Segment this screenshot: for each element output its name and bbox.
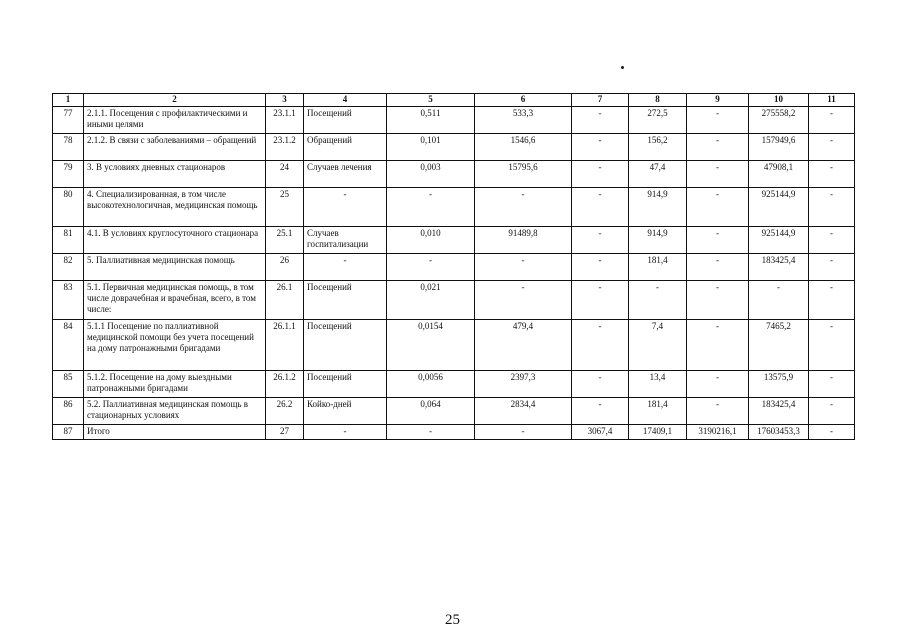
unit-cell: Посещений	[304, 320, 387, 371]
header-cell: 4	[304, 94, 387, 107]
code-cell: 23.1.1	[266, 107, 304, 134]
value-cell: 47908,1	[749, 161, 809, 188]
value-cell: 181,4	[629, 254, 687, 281]
value-cell: 0,0056	[387, 371, 475, 398]
row-number-cell: 83	[53, 281, 84, 320]
description-cell: 5.2. Паллиативная медицинская помощь в стационарных условиях	[84, 398, 266, 425]
value-cell: 533,3	[475, 107, 572, 134]
value-cell: -	[572, 398, 629, 425]
table-row	[53, 188, 855, 227]
unit-cell: Посещений	[304, 371, 387, 398]
value-cell: -	[809, 320, 855, 371]
row-number-cell: 77	[53, 107, 84, 134]
value-cell: -	[809, 371, 855, 398]
value-cell: 183425,4	[749, 254, 809, 281]
financing-table	[52, 93, 855, 440]
value-cell: -	[387, 425, 475, 440]
value-cell: 479,4	[475, 320, 572, 371]
value-cell: -	[387, 254, 475, 281]
value-cell: 183425,4	[749, 398, 809, 425]
table-row	[53, 254, 855, 281]
value-cell: -	[809, 227, 855, 254]
code-cell: 27	[266, 425, 304, 440]
value-cell: -	[572, 281, 629, 320]
value-cell: -	[687, 134, 749, 161]
code-cell: 26	[266, 254, 304, 281]
table-row	[53, 227, 855, 254]
value-cell: -	[687, 227, 749, 254]
value-cell: -	[809, 134, 855, 161]
unit-cell: Койко-дней	[304, 398, 387, 425]
row-number-cell: 80	[53, 188, 84, 227]
row-number-cell: 87	[53, 425, 84, 440]
value-cell: -	[809, 254, 855, 281]
table-row	[53, 134, 855, 161]
row-number-cell: 79	[53, 161, 84, 188]
code-cell: 23.1.2	[266, 134, 304, 161]
value-cell: 0,064	[387, 398, 475, 425]
value-cell: 3190216,1	[687, 425, 749, 440]
row-number-cell: 84	[53, 320, 84, 371]
value-cell: 2834,4	[475, 398, 572, 425]
value-cell: 1546,6	[475, 134, 572, 161]
value-cell: -	[572, 134, 629, 161]
table-row	[53, 398, 855, 425]
unit-cell: Посещений	[304, 107, 387, 134]
value-cell: 17409,1	[629, 425, 687, 440]
unit-cell: Случаев лечения	[304, 161, 387, 188]
value-cell: 925144,9	[749, 188, 809, 227]
description-cell: 4.1. В условиях круглосуточного стационара	[84, 227, 266, 254]
value-cell: -	[809, 161, 855, 188]
row-number-cell: 85	[53, 371, 84, 398]
description-cell: 3. В условиях дневных стационаров	[84, 161, 266, 188]
value-cell: 925144,9	[749, 227, 809, 254]
value-cell: -	[572, 188, 629, 227]
code-cell: 26.2	[266, 398, 304, 425]
value-cell: -	[572, 320, 629, 371]
header-cell: 8	[629, 94, 687, 107]
value-cell: 7,4	[629, 320, 687, 371]
description-cell: 2.1.1. Посещения с профилактическими и иными целями	[84, 107, 266, 134]
code-cell: 26.1.1	[266, 320, 304, 371]
value-cell: -	[572, 161, 629, 188]
table-row	[53, 107, 855, 134]
value-cell: 13,4	[629, 371, 687, 398]
value-cell: 0,0154	[387, 320, 475, 371]
value-cell: 181,4	[629, 398, 687, 425]
value-cell: 0,021	[387, 281, 475, 320]
code-cell: 26.1	[266, 281, 304, 320]
value-cell: -	[475, 188, 572, 227]
value-cell: 0,101	[387, 134, 475, 161]
description-cell: 5.1. Первичная медицинская помощь, в том числе доврачебная и врачебная, всего, в том числе:	[84, 281, 266, 320]
value-cell: 156,2	[629, 134, 687, 161]
value-cell: -	[687, 254, 749, 281]
unit-cell: Случаев госпитализации	[304, 227, 387, 254]
value-cell: 0,511	[387, 107, 475, 134]
table-row	[53, 371, 855, 398]
value-cell: 15795,6	[475, 161, 572, 188]
header-cell: 1	[53, 94, 84, 107]
header-cell: 9	[687, 94, 749, 107]
header-cell: 3	[266, 94, 304, 107]
value-cell: 2397,3	[475, 371, 572, 398]
header-row	[53, 94, 855, 107]
stray-dot-mark	[621, 66, 624, 69]
value-cell: -	[475, 281, 572, 320]
header-cell: 2	[84, 94, 266, 107]
row-number-cell: 81	[53, 227, 84, 254]
value-cell: 275558,2	[749, 107, 809, 134]
header-cell: 5	[387, 94, 475, 107]
value-cell: -	[687, 398, 749, 425]
value-cell: 914,9	[629, 227, 687, 254]
value-cell: -	[387, 188, 475, 227]
description-cell: 5. Паллиативная медицинская помощь	[84, 254, 266, 281]
value-cell: -	[809, 425, 855, 440]
value-cell: -	[809, 281, 855, 320]
table-row	[53, 161, 855, 188]
description-cell: Итого	[84, 425, 266, 440]
value-cell: 914,9	[629, 188, 687, 227]
value-cell: -	[475, 425, 572, 440]
code-cell: 24	[266, 161, 304, 188]
value-cell: -	[572, 254, 629, 281]
value-cell: -	[687, 161, 749, 188]
description-cell: 4. Специализированная, в том числе высокотехнологичная, медицинская помощь	[84, 188, 266, 227]
header-cell: 11	[809, 94, 855, 107]
value-cell: -	[687, 371, 749, 398]
value-cell: -	[572, 371, 629, 398]
row-number-cell: 78	[53, 134, 84, 161]
description-cell: 5.1.2. Посещение на дому выездными патронажными бригадами	[84, 371, 266, 398]
value-cell: -	[749, 281, 809, 320]
row-number-cell: 82	[53, 254, 84, 281]
value-cell: 17603453,3	[749, 425, 809, 440]
unit-cell: Посещений	[304, 281, 387, 320]
code-cell: 26.1.2	[266, 371, 304, 398]
value-cell: 13575,9	[749, 371, 809, 398]
unit-cell: -	[304, 254, 387, 281]
value-cell: -	[809, 107, 855, 134]
total-row	[53, 425, 855, 440]
value-cell: -	[687, 107, 749, 134]
header-cell: 7	[572, 94, 629, 107]
value-cell: -	[687, 188, 749, 227]
value-cell: -	[572, 227, 629, 254]
code-cell: 25	[266, 188, 304, 227]
value-cell: 157949,6	[749, 134, 809, 161]
code-cell: 25.1	[266, 227, 304, 254]
page-number: 25	[445, 612, 460, 628]
table-row	[53, 320, 855, 371]
table-row	[53, 281, 855, 320]
value-cell: 47,4	[629, 161, 687, 188]
value-cell: -	[809, 188, 855, 227]
unit-cell: -	[304, 188, 387, 227]
unit-cell: -	[304, 425, 387, 440]
value-cell: 7465,2	[749, 320, 809, 371]
header-cell: 6	[475, 94, 572, 107]
description-cell: 5.1.1 Посещение по паллиативной медицинской помощи без учета посещений на дому патронажными бригадами	[84, 320, 266, 371]
value-cell: 3067,4	[572, 425, 629, 440]
row-number-cell: 86	[53, 398, 84, 425]
value-cell: -	[629, 281, 687, 320]
header-cell: 10	[749, 94, 809, 107]
value-cell: -	[687, 320, 749, 371]
value-cell: 0,010	[387, 227, 475, 254]
value-cell: -	[687, 281, 749, 320]
value-cell: -	[475, 254, 572, 281]
unit-cell: Обращений	[304, 134, 387, 161]
value-cell: -	[809, 398, 855, 425]
description-cell: 2.1.2. В связи с заболеваниями – обращений	[84, 134, 266, 161]
value-cell: 272,5	[629, 107, 687, 134]
value-cell: 91489,8	[475, 227, 572, 254]
value-cell: -	[572, 107, 629, 134]
value-cell: 0,003	[387, 161, 475, 188]
